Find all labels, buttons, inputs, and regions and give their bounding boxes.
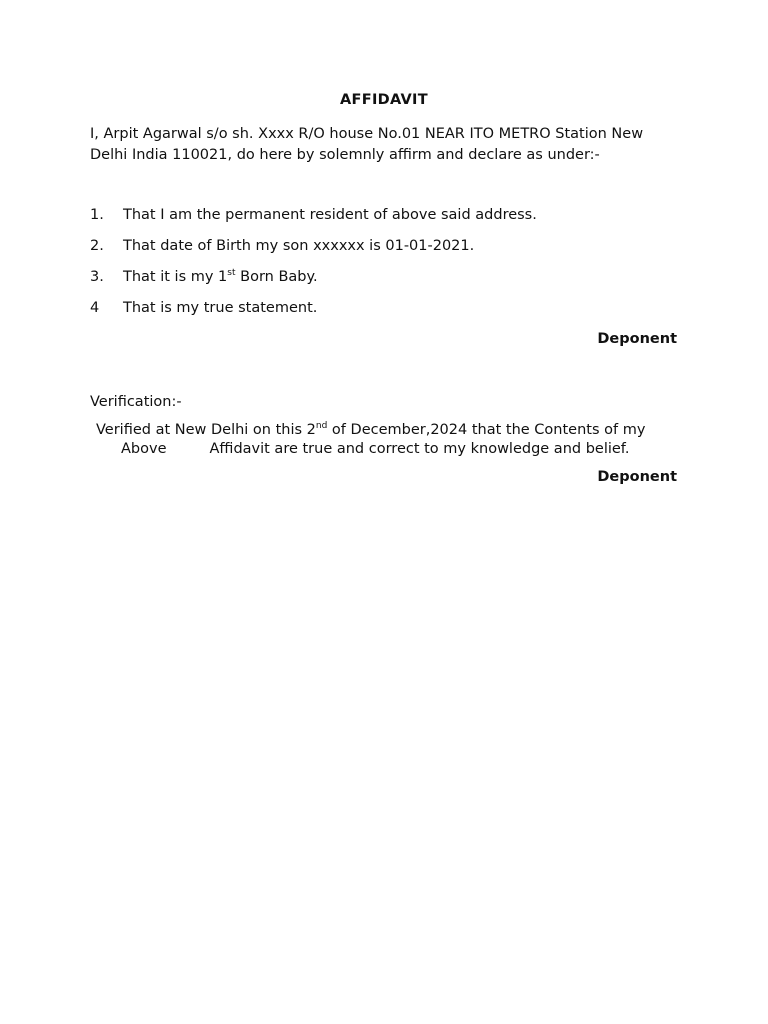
item-number: 1. xyxy=(90,207,104,223)
verification-text-above: Above xyxy=(121,441,167,457)
verification-text-before: Verified at New Delhi on this 2 xyxy=(96,422,316,438)
item-number: 4 xyxy=(90,300,100,316)
verification-text-after: of December,2024 that the Contents of my xyxy=(327,422,646,438)
verification-text-rest: Affidavit are true and correct to my knowledge and belief. xyxy=(209,441,630,457)
item-text: That I am the permanent resident of above said address. xyxy=(123,207,537,223)
deponent-label: Deponent xyxy=(597,469,677,485)
list-item xyxy=(90,300,690,316)
item-number: 2. xyxy=(90,238,104,254)
list-item xyxy=(90,269,690,285)
item-text-after: Born Baby. xyxy=(235,269,318,285)
deponent-label: Deponent xyxy=(597,331,677,347)
item-number: 3. xyxy=(90,269,104,285)
list-item xyxy=(90,207,690,223)
verification-label: Verification:- xyxy=(90,394,182,410)
intro-paragraph: I, Arpit Agarwal s/o sh. Xxxx R/O house No.01 NEAR ITO METRO Station New Delhi India 110021, do here by solemnly affirm and declare as under:- xyxy=(90,126,644,163)
list-item xyxy=(90,238,690,254)
item-text: That is my true statement. xyxy=(123,300,318,316)
ordinal-superscript: nd xyxy=(315,421,328,431)
verification-line-2 xyxy=(121,441,629,457)
ordinal-superscript: st xyxy=(227,268,236,278)
document-title: AFFIDAVIT xyxy=(340,92,428,108)
item-text-before: That it is my 1 xyxy=(123,269,228,285)
verification-line-1 xyxy=(96,422,645,438)
item-text: That date of Birth my son xxxxxx is 01-01-2021. xyxy=(123,238,475,254)
